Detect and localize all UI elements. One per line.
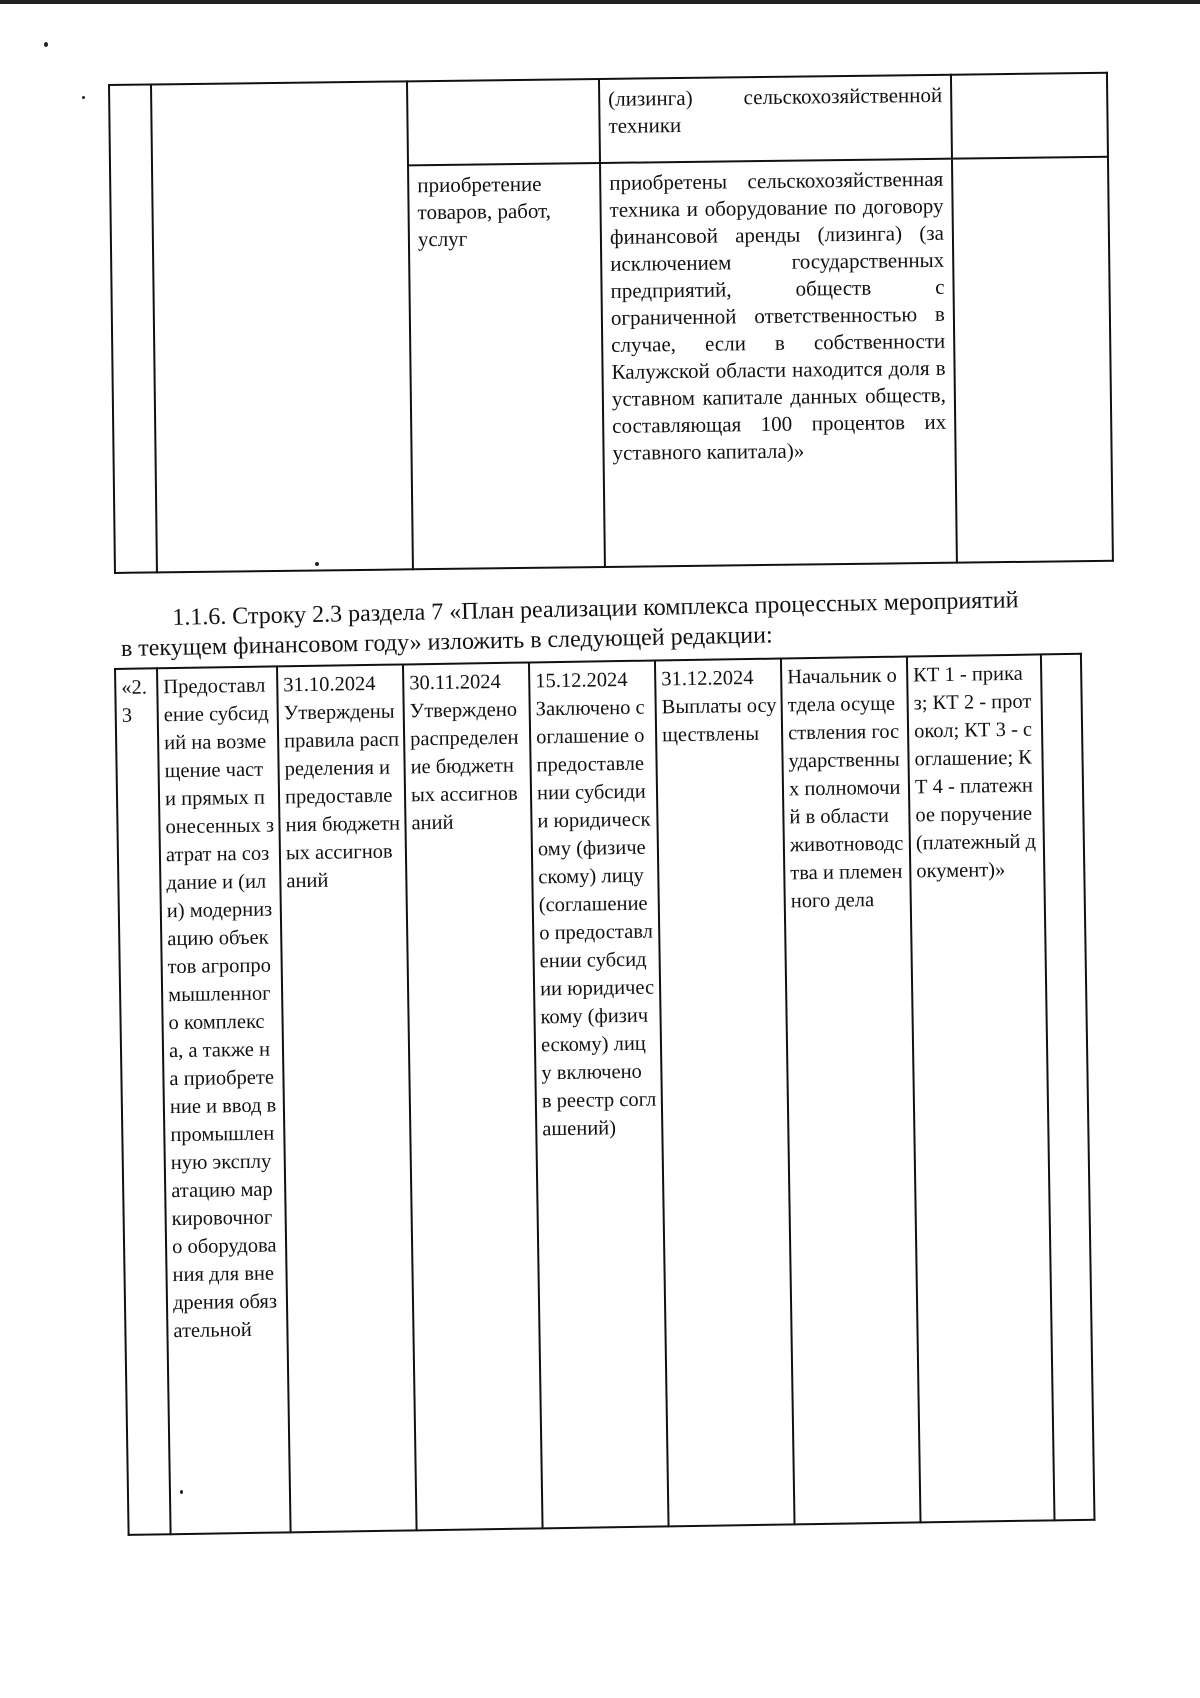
- task-cell: Предоставление субсидий на возмещение части прямых понесенных затрат на создание и (или) модернизацию объектов агропромышленного комплекса, а также на приобретение и ввод в промышленную эксплуатацию маркировочного оборудования для внедрения обязательной: [157, 666, 291, 1534]
- checkpoint-text: Утверждены правила распределения и предоставления бюджетных ассигнований: [283, 700, 401, 893]
- scan-speck: [44, 42, 48, 47]
- scan-top-edge: [0, 0, 1200, 4]
- paragraph-line: в текущем финансовом году» изложить в следующей редакции:: [120, 622, 773, 662]
- plan-table: [114, 653, 1096, 1536]
- checkpoint-cell: [655, 659, 795, 1527]
- table-cell: [109, 84, 157, 572]
- checkpoint-date: 15.12.2024: [535, 668, 628, 693]
- documents-cell: КТ 1 - приказ; КТ 2 - протокол; КТ 3 - соглашение; КТ 4 - платежное поручение (платежный документ)»: [907, 654, 1055, 1522]
- table-cell: [407, 79, 600, 165]
- checkpoint-cell: [403, 662, 543, 1530]
- table-cell: приобретение товаров, работ, услуг: [408, 163, 605, 569]
- responsible-cell: Начальник отдела осуществления государственных полномочий в области животноводства и племенного дела: [781, 657, 921, 1525]
- paragraph-line: 1.1.6. Строку 2.3 раздела 7 «План реализации комплекса процессных мероприятий: [172, 587, 1019, 631]
- checkpoint-text: Выплаты осуществлены: [661, 694, 777, 747]
- checkpoint-date: 31.12.2024: [661, 666, 754, 691]
- table-cell: [952, 157, 1113, 563]
- amendment-paragraph: [120, 583, 1111, 664]
- table-cell: (лизинга) сельскохозяйственной техники: [599, 75, 952, 163]
- continuation-table: [108, 72, 1114, 574]
- table-row: [109, 73, 1108, 169]
- checkpoint-date: 31.10.2024: [283, 672, 376, 697]
- table-cell: [951, 73, 1108, 159]
- table-row: [115, 654, 1094, 1535]
- checkpoint-text: Утверждено распределение бюджетных ассигнований: [409, 698, 519, 835]
- checkpoint-cell: [529, 661, 669, 1529]
- checkpoint-text: Заключено соглашение о предоставлении субсидии юридическому (физическому) лицу (соглашение о предоставлении субсидии юридическому (физическому) лицу включено в реестр соглашений): [535, 696, 657, 1141]
- scan-speck: [82, 96, 85, 99]
- checkpoint-date: 30.11.2024: [409, 670, 501, 695]
- table-cell: приобретены сельскохозяйственная техника и оборудование по договору финансовой аренды (лизинга) (за исключением государственных предприятий, обществ с ограниченной ответственностью в случае, если в собственности Калужской области находится доля в уставном капитале данных обществ, составляющая 100 процентов их уставного капитала)»: [600, 159, 957, 567]
- row-number: «2.3: [115, 668, 171, 1535]
- checkpoint-cell: [277, 664, 417, 1532]
- table-cell: [151, 81, 413, 572]
